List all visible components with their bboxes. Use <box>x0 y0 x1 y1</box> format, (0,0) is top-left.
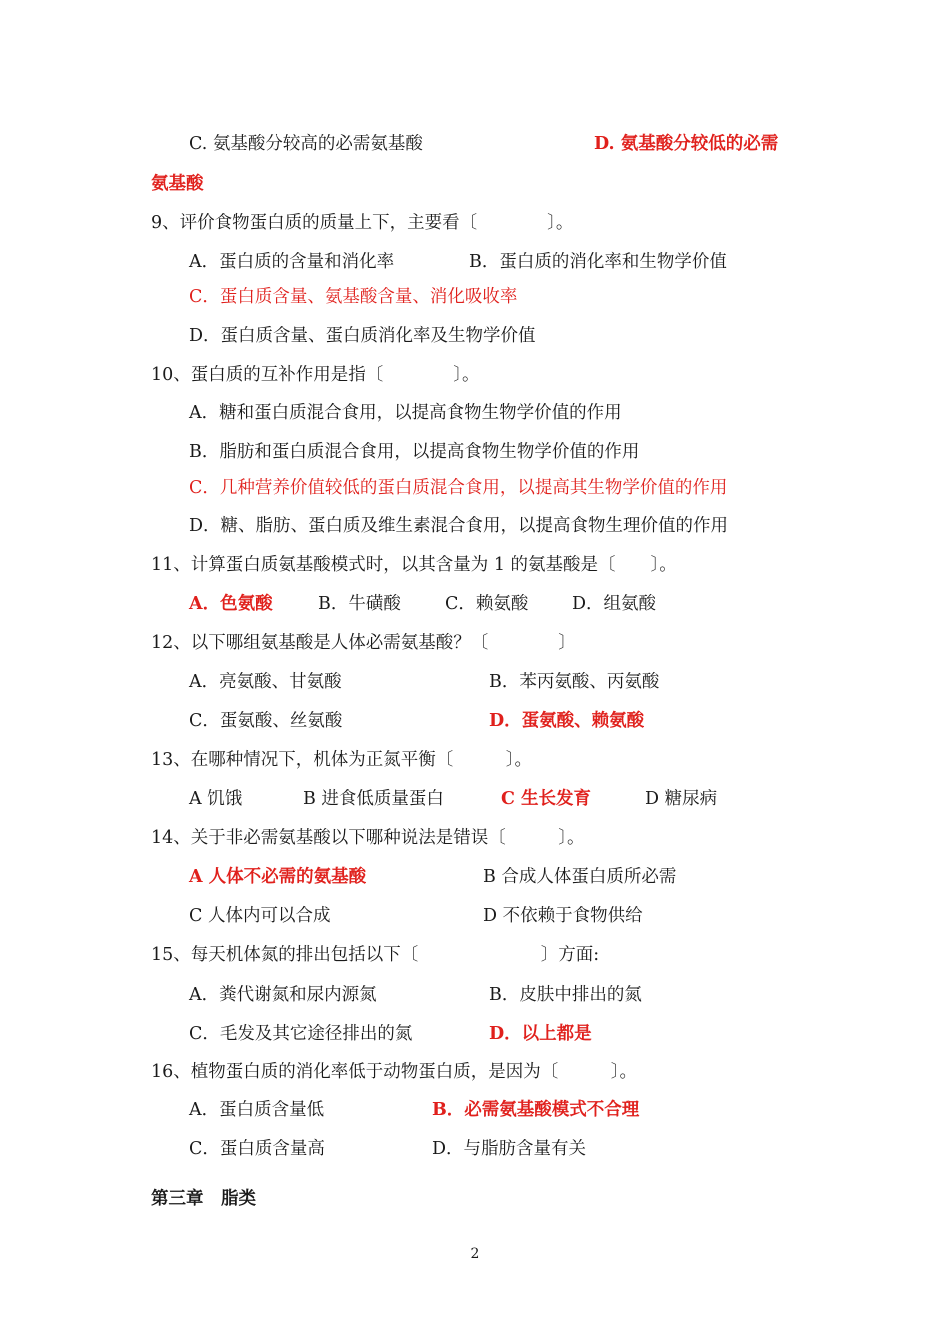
question-15-option-c: C．毛发及其它途径排出的氮 <box>189 1024 413 1044</box>
question-14-option-c: C 人体内可以合成 <box>189 906 331 926</box>
question-11-option-a-answer: A．色氨酸 <box>189 594 273 614</box>
question-12-option-b: B．苯丙氨酸、丙氨酸 <box>489 672 660 692</box>
question-16-stem: 16、植物蛋白质的消化率低于动物蛋白质，是因为〔 〕。 <box>151 1062 638 1082</box>
question-11-option-b: B．牛磺酸 <box>318 594 401 614</box>
question-15-stem: 15、每天机体氮的排出包括以下〔 〕方面: <box>151 945 600 965</box>
question-9-option-a: A．蛋白质的含量和消化率 <box>189 252 395 272</box>
question-12-option-c: C．蛋氨酸、丝氨酸 <box>189 711 343 731</box>
question-15-option-d-answer: D．以上都是 <box>489 1024 592 1044</box>
question-11-option-c: C．赖氨酸 <box>445 594 529 614</box>
question-13-option-a: A 饥饿 <box>189 789 243 809</box>
question-16-option-c: C．蛋白质含量高 <box>189 1139 325 1159</box>
question-12-stem: 12、以下哪组氨基酸是人体必需氨基酸？〔 〕 <box>151 633 576 653</box>
question-9-option-b: B．蛋白质的消化率和生物学价值 <box>469 252 727 272</box>
question-10-option-c-answer: C．几种营养价值较低的蛋白质混合食用，以提高其生物学价值的作用 <box>189 478 728 498</box>
question-10-option-d: D．糖、脂肪、蛋白质及维生素混合食用，以提高食物生理价值的作用 <box>189 516 729 536</box>
question-12-option-d-answer: D．蛋氨酸、赖氨酸 <box>489 711 645 731</box>
question-12-option-a: A．亮氨酸、甘氨酸 <box>189 672 342 692</box>
question-13-option-c-answer: C 生长发育 <box>501 789 592 809</box>
question-16-option-a: A．蛋白质含量低 <box>189 1100 325 1120</box>
question-14-stem: 14、关于非必需氨基酸以下哪种说法是错误〔 〕。 <box>151 828 585 848</box>
question-9-option-c-answer: C．蛋白质含量、氨基酸含量、消化吸收率 <box>189 287 518 307</box>
question-9-stem: 9、评价食物蛋白质的质量上下，主要看〔 〕。 <box>151 213 574 233</box>
question-10-option-b: B．脂肪和蛋白质混合食用，以提高食物生物学价值的作用 <box>189 442 640 462</box>
option-d-answer-continued: 氨基酸 <box>151 174 204 194</box>
question-13-stem: 13、在哪种情况下，机体为正氮平衡〔 〕。 <box>151 750 533 770</box>
page-number: 2 <box>470 1246 480 1262</box>
option-d-answer: D. 氨基酸分较低的必需 <box>594 134 779 154</box>
question-14-option-d: D 不依赖于食物供给 <box>483 906 643 926</box>
chapter-heading: 第三章 脂类 <box>151 1189 256 1209</box>
option-c: C. 氨基酸分较高的必需氨基酸 <box>189 134 423 154</box>
question-11-stem: 11、计算蛋白质氨基酸模式时，以其含量为 1 的氨基酸是〔 〕。 <box>151 555 677 575</box>
question-11-option-d: D．组氨酸 <box>572 594 657 614</box>
question-9-option-d: D．蛋白质含量、蛋白质消化率及生物学价值 <box>189 326 536 346</box>
question-15-option-a: A．粪代谢氮和尿内源氮 <box>189 985 377 1005</box>
question-10-option-a: A．糖和蛋白质混合食用，以提高食物生物学价值的作用 <box>189 403 622 423</box>
question-16-option-d: D．与脂肪含量有关 <box>432 1139 587 1159</box>
question-14-option-a-answer: A 人体不必需的氨基酸 <box>189 867 367 887</box>
question-16-option-b-answer: B．必需氨基酸模式不合理 <box>432 1100 640 1120</box>
question-10-stem: 10、蛋白质的互补作用是指〔 〕。 <box>151 365 480 385</box>
question-15-option-b: B．皮肤中排出的氮 <box>489 985 642 1005</box>
question-13-option-b: B 进食低质量蛋白 <box>303 789 444 809</box>
question-13-option-d: D 糖尿病 <box>645 789 718 809</box>
question-14-option-b: B 合成人体蛋白质所必需 <box>483 867 677 887</box>
